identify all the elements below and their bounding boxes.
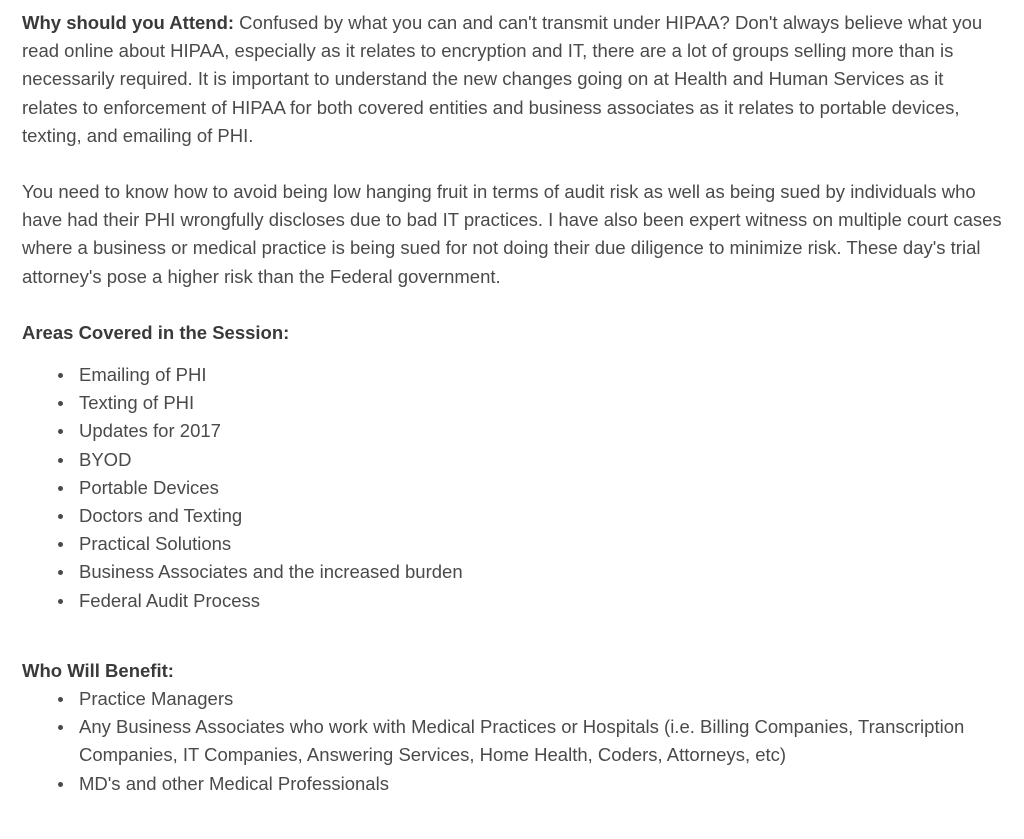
bullet-icon	[58, 782, 63, 787]
list-item	[79, 587, 1004, 615]
bullet-icon	[58, 599, 63, 604]
need-to-know-paragraph: You need to know how to avoid being low hanging fruit in terms of audit risk as well as being sued by individuals who have had their PHI wrongfully discloses due to bad IT practices. I have also been expert witness on multiple court cases where a business or medical practice is being sued for not doing their due diligence to minimize risk. These day's trial attorney's pose a higher risk than the Federal government.	[22, 181, 1002, 287]
list-item	[79, 530, 1004, 558]
list-item	[79, 361, 1004, 389]
bullet-icon	[58, 373, 63, 378]
bullet-icon	[58, 725, 63, 730]
list-item	[79, 770, 1004, 798]
bullet-icon	[58, 697, 63, 702]
list-item-text: Any Business Associates who work with Medical Practices or Hospitals (i.e. Billing Companies, Transcription Companies, IT Companies, Answering Services, Home Health, Coders, Attorneys, etc)	[79, 716, 965, 766]
areas-covered-list	[22, 361, 1004, 615]
list-item	[79, 502, 1004, 530]
bullet-icon	[58, 429, 63, 434]
list-item	[79, 417, 1004, 445]
bullet-icon	[58, 542, 63, 547]
list-item-text: Business Associates and the increased burden	[79, 561, 463, 583]
list-item-text: Texting of PHI	[79, 392, 195, 414]
areas-covered-heading: Areas Covered in the Session:	[22, 321, 290, 343]
list-item-text: Emailing of PHI	[79, 364, 207, 386]
list-item	[79, 685, 1004, 713]
bullet-icon	[58, 401, 63, 406]
bullet-icon	[58, 514, 63, 519]
bullet-icon	[58, 486, 63, 491]
bullet-icon	[58, 458, 63, 463]
list-item	[79, 446, 1004, 474]
list-item-text: BYOD	[79, 448, 132, 470]
why-attend-paragraph	[22, 9, 1004, 150]
who-will-benefit-heading: Who Will Benefit:	[22, 659, 174, 681]
list-item	[79, 474, 1004, 502]
list-item-text: Portable Devices	[79, 476, 219, 498]
who-will-benefit-list	[22, 685, 1004, 798]
list-item-text: Practical Solutions	[79, 533, 232, 555]
bullet-icon	[58, 570, 63, 575]
list-item-text: Federal Audit Process	[79, 589, 260, 611]
why-attend-label: Why should you Attend:	[22, 12, 235, 33]
list-item	[79, 558, 1004, 586]
list-item-text: Doctors and Texting	[79, 505, 243, 527]
list-item	[79, 713, 1004, 769]
list-item-text: Updates for 2017	[79, 420, 221, 442]
list-item-text: MD's and other Medical Professionals	[79, 772, 389, 794]
why-attend-text: Confused by what you can and can't transmit under HIPAA? Don't always believe what you read online about HIPAA, especially as it relates to encryption and IT, there are a lot of groups selling more than is necessarily required. It is important to understand the new changes going on at Health and Human Services as it relates to enforcement of HIPAA for both covered entities and business associates as it relates to portable devices, texting, and emailing of PHI.	[22, 12, 983, 146]
list-item	[79, 389, 1004, 417]
list-item-text: Practice Managers	[79, 688, 234, 710]
